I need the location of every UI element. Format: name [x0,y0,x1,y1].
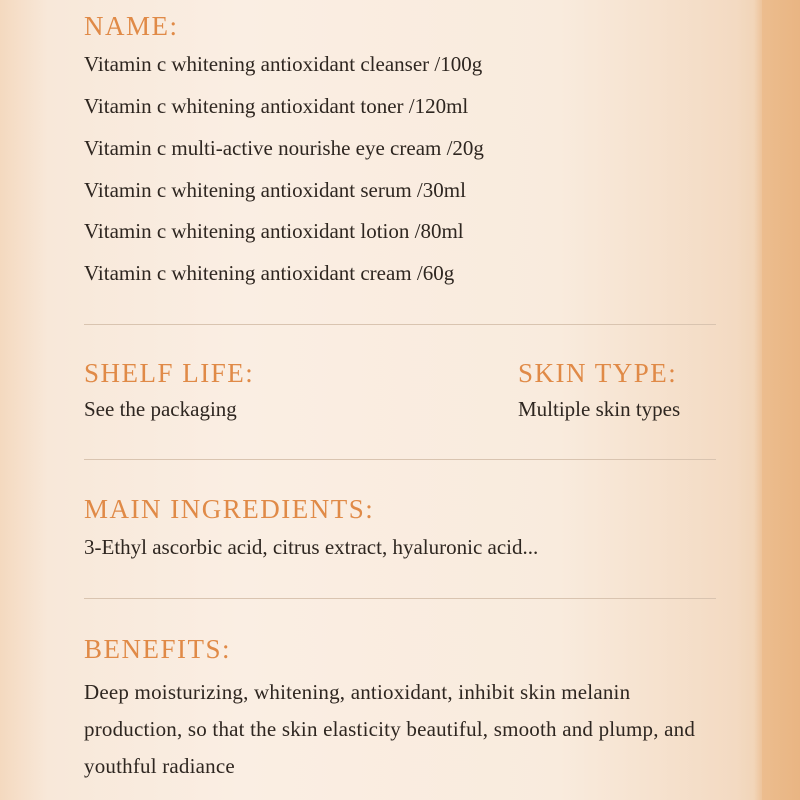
product-name-item: Vitamin c whitening antioxidant lotion /80ml [84,219,464,243]
main-ingredients-value: 3-Ethyl ascorbic acid, citrus extract, hyaluronic acid... [84,535,539,559]
shelf-life-value: See the packaging [84,397,237,421]
product-name-item: Vitamin c whitening antioxidant cream /60g [84,261,455,285]
section-divider [84,598,716,599]
product-name-item: Vitamin c whitening antioxidant cleanser /100g [84,52,483,76]
name-heading: NAME: [84,11,179,41]
skin-type-value: Multiple skin types [518,397,681,421]
shelf-life-heading: SHELF LIFE: [84,358,255,388]
section-divider [84,459,716,460]
product-name-item: Vitamin c whitening antioxidant serum /30ml [84,178,466,202]
product-info-panel [84,0,716,800]
right-band-shadow [754,0,762,800]
section-divider [84,324,716,325]
right-color-band [762,0,800,800]
skin-type-heading: SKIN TYPE: [518,358,678,388]
product-name-item: Vitamin c whitening antioxidant toner /120ml [84,94,469,118]
main-ingredients-heading: MAIN INGREDIENTS: [84,494,375,524]
benefits-heading: BENEFITS: [84,634,232,664]
product-name-item: Vitamin c multi-active nourishe eye cream /20g [84,136,484,160]
benefits-value: Deep moisturizing, whitening, antioxidant, inhibit skin melanin production, so that the skin elasticity beautiful, smooth and plump, and youthful radiance [84,680,696,778]
